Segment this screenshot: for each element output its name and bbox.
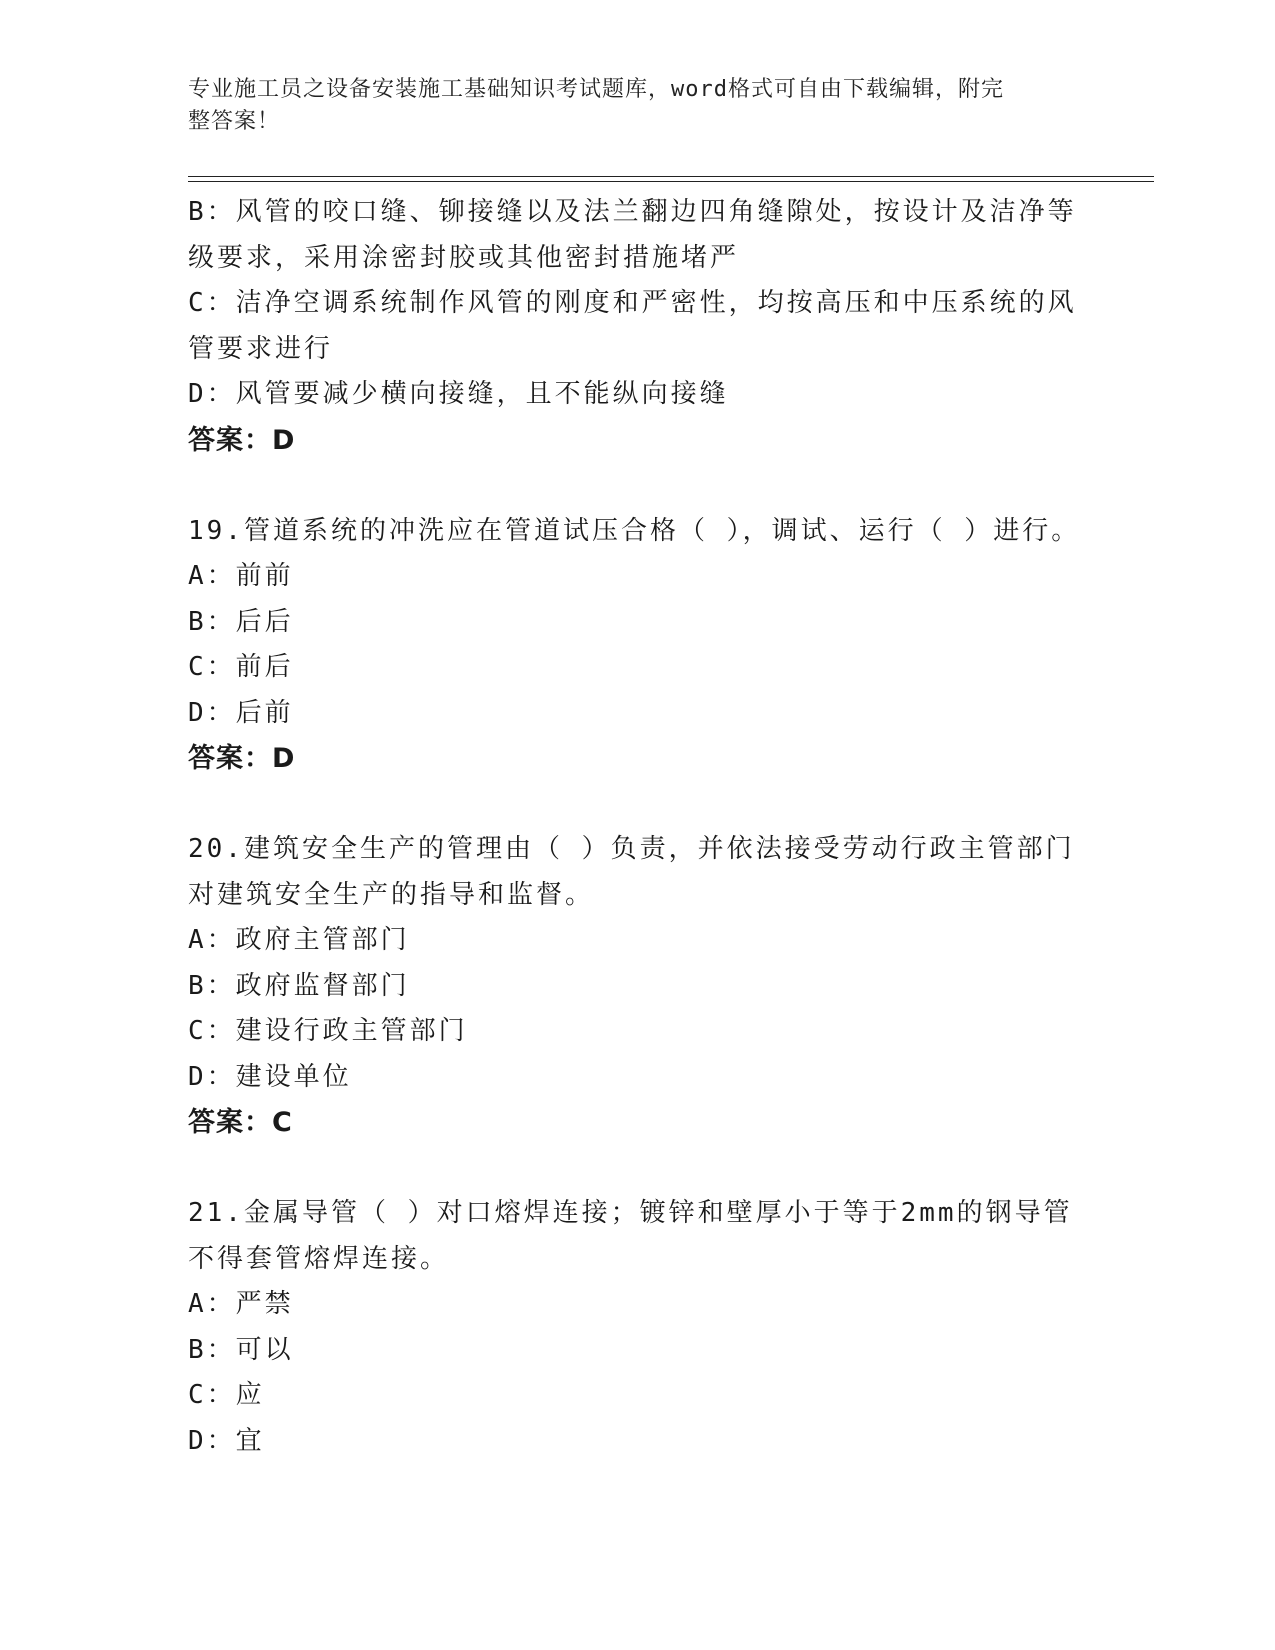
header-divider-bottom [188, 181, 1154, 182]
option-d: D：后前 [188, 697, 294, 728]
header-divider-top [188, 176, 1154, 177]
answer: 答案：C [188, 1107, 293, 1138]
spacer [188, 463, 1088, 509]
question-text: 19.管道系统的冲洗应在管道试压合格（ ），调试、运行（ ）进行。 [188, 515, 1081, 546]
spacer [188, 782, 1088, 828]
option-b-line-2: 级要求，采用涂密封胶或其他密封措施堵严 [188, 242, 740, 273]
document-header [188, 74, 1068, 138]
answer: 答案：D [188, 424, 296, 456]
question-text-line-1: 21.金属导管（ ）对口熔焊连接；镀锌和壁厚小于等于2mm的钢导管 [188, 1198, 1073, 1228]
option-d: D：建设单位 [188, 1061, 352, 1092]
option-c: C：应 [188, 1380, 265, 1410]
header-line-1: 专业施工员之设备安装施工基础知识考试题库，word格式可自由下载编辑，附完 [188, 77, 1004, 102]
question-20 [188, 827, 1088, 1146]
option-d: D：宜 [188, 1425, 265, 1456]
option-c-line-2: 管要求进行 [188, 333, 334, 364]
question-19 [188, 509, 1088, 782]
option-b: B：可以 [188, 1334, 294, 1365]
question-text-line-1: 20.建筑安全生产的管理由（ ）负责，并依法接受劳动行政主管部门 [188, 834, 1075, 864]
option-b: B：政府监督部门 [188, 970, 410, 1001]
option-a: A：前前 [188, 561, 294, 591]
question-text-line-2: 对建筑安全生产的指导和监督。 [188, 879, 595, 910]
option-c-line-1: C：洁净空调系统制作风管的刚度和严密性，均按高压和中压系统的风 [188, 288, 1077, 318]
option-b: B：后后 [188, 606, 294, 637]
question-21 [188, 1191, 1088, 1464]
question-18-continued [188, 190, 1088, 463]
question-text-line-2: 不得套管熔焊连接。 [188, 1243, 450, 1274]
header-line-2: 整答案！ [188, 109, 281, 134]
question-list [188, 190, 1088, 1464]
spacer [188, 1146, 1088, 1192]
option-b-line-1: B：风管的咬口缝、铆接缝以及法兰翻边四角缝隙处，按设计及洁净等 [188, 197, 1077, 227]
option-a: A：严禁 [188, 1289, 294, 1319]
option-a: A：政府主管部门 [188, 925, 410, 955]
option-c: C：建设行政主管部门 [188, 1016, 468, 1046]
option-c: C：前后 [188, 652, 294, 682]
option-d: D：风管要减少横向接缝，且不能纵向接缝 [188, 379, 729, 409]
answer: 答案：D [188, 743, 296, 774]
